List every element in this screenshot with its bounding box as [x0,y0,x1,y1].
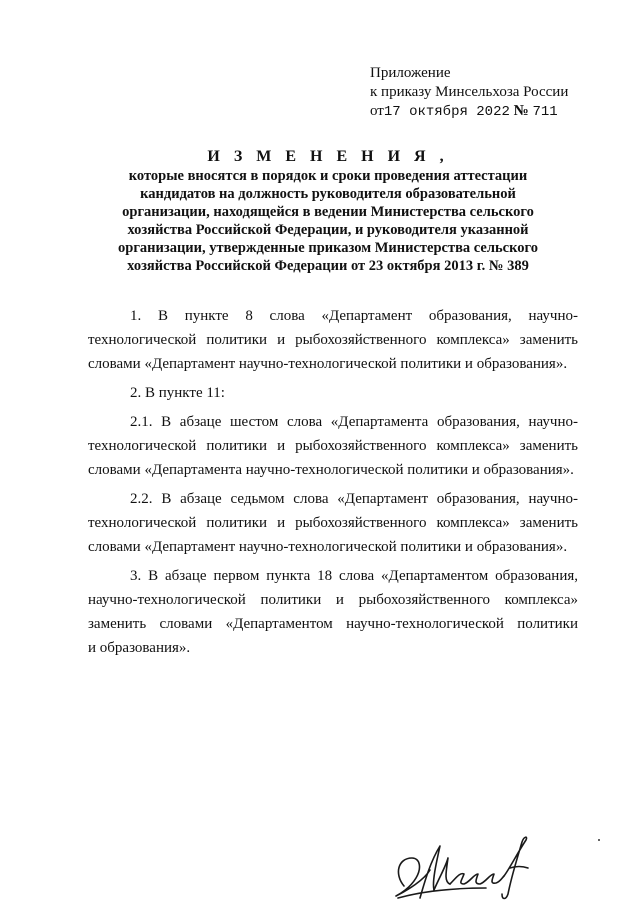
handwritten-signature-icon [390,828,550,903]
document-title-block [88,146,568,275]
document-subtitle-line: которые вносятся в порядок и сроки проведения аттестации [128,168,528,184]
paragraph-line: 2.2. В абзаце седьмом слова «Департамент образования, научно- [130,491,578,507]
paragraph-item-1 [88,304,578,376]
paragraph-line: 2.1. В абзаце шестом слова «Департамента образования, научно- [130,414,578,430]
paragraph-line: 1. В пункте 8 слова «Департамент образования, научно- [130,308,578,324]
paragraph-line: словами «Департамент научно-технологической политики и образования». [88,356,568,372]
document-heading: И З М Е Н Е Н И Я , [207,148,449,165]
appendix-date-line [370,102,620,122]
appendix-date-prefix: от [370,103,384,119]
document-subtitle-line: хозяйства Российской Федерации, и руководителя указанной [127,222,529,238]
document-subtitle-line: организации, утвержденные приказом Министерства сельского [118,240,538,256]
paragraph-line: технологической политики и рыбохозяйственного комплекса» заменить [88,332,578,348]
paragraph-line: словами «Департамента научно-технологической политики и образования». [88,462,574,478]
appendix-number: 711 [532,104,558,120]
ink-dot [598,839,600,841]
paragraph-line: 3. В абзаце первом пункта 18 слова «Департаментом образования, [130,568,578,584]
paragraph-item-3 [88,564,578,660]
paragraph-line: технологической политики и рыбохозяйственного комплекса» заменить [88,438,578,454]
paragraph-item-2 [88,381,578,405]
paragraph-line: 2. В пункте 11: [130,385,225,401]
appendix-order-ref: к приказу Минсельхоза России [370,84,569,100]
document-subtitle-line: хозяйства Российской Федерации от 23 октября 2013 г. № 389 [127,258,529,274]
paragraph-line: научно-технологической политики и рыбохозяйственного комплекса» [88,592,578,608]
paragraph-line: и образования». [88,640,191,656]
appendix-label: Приложение [370,65,451,81]
appendix-number-sign: № [513,103,529,119]
appendix-date: 17 октября 2022 [383,104,510,120]
paragraph-line: заменить словами «Департаментом научно-технологической политики [88,616,578,632]
document-body [88,304,578,665]
paragraph-item-2-1 [88,410,578,482]
document-subtitle-line: организации, находящейся в ведении Министерства сельского [122,204,534,220]
appendix-header [370,64,620,122]
document-subtitle-line: кандидатов на должность руководителя образовательной [140,186,516,202]
paragraph-line: технологической политики и рыбохозяйственного комплекса» заменить [88,515,578,531]
paragraph-line: словами «Департамент научно-технологической политики и образования». [88,539,568,555]
paragraph-item-2-2 [88,487,578,559]
